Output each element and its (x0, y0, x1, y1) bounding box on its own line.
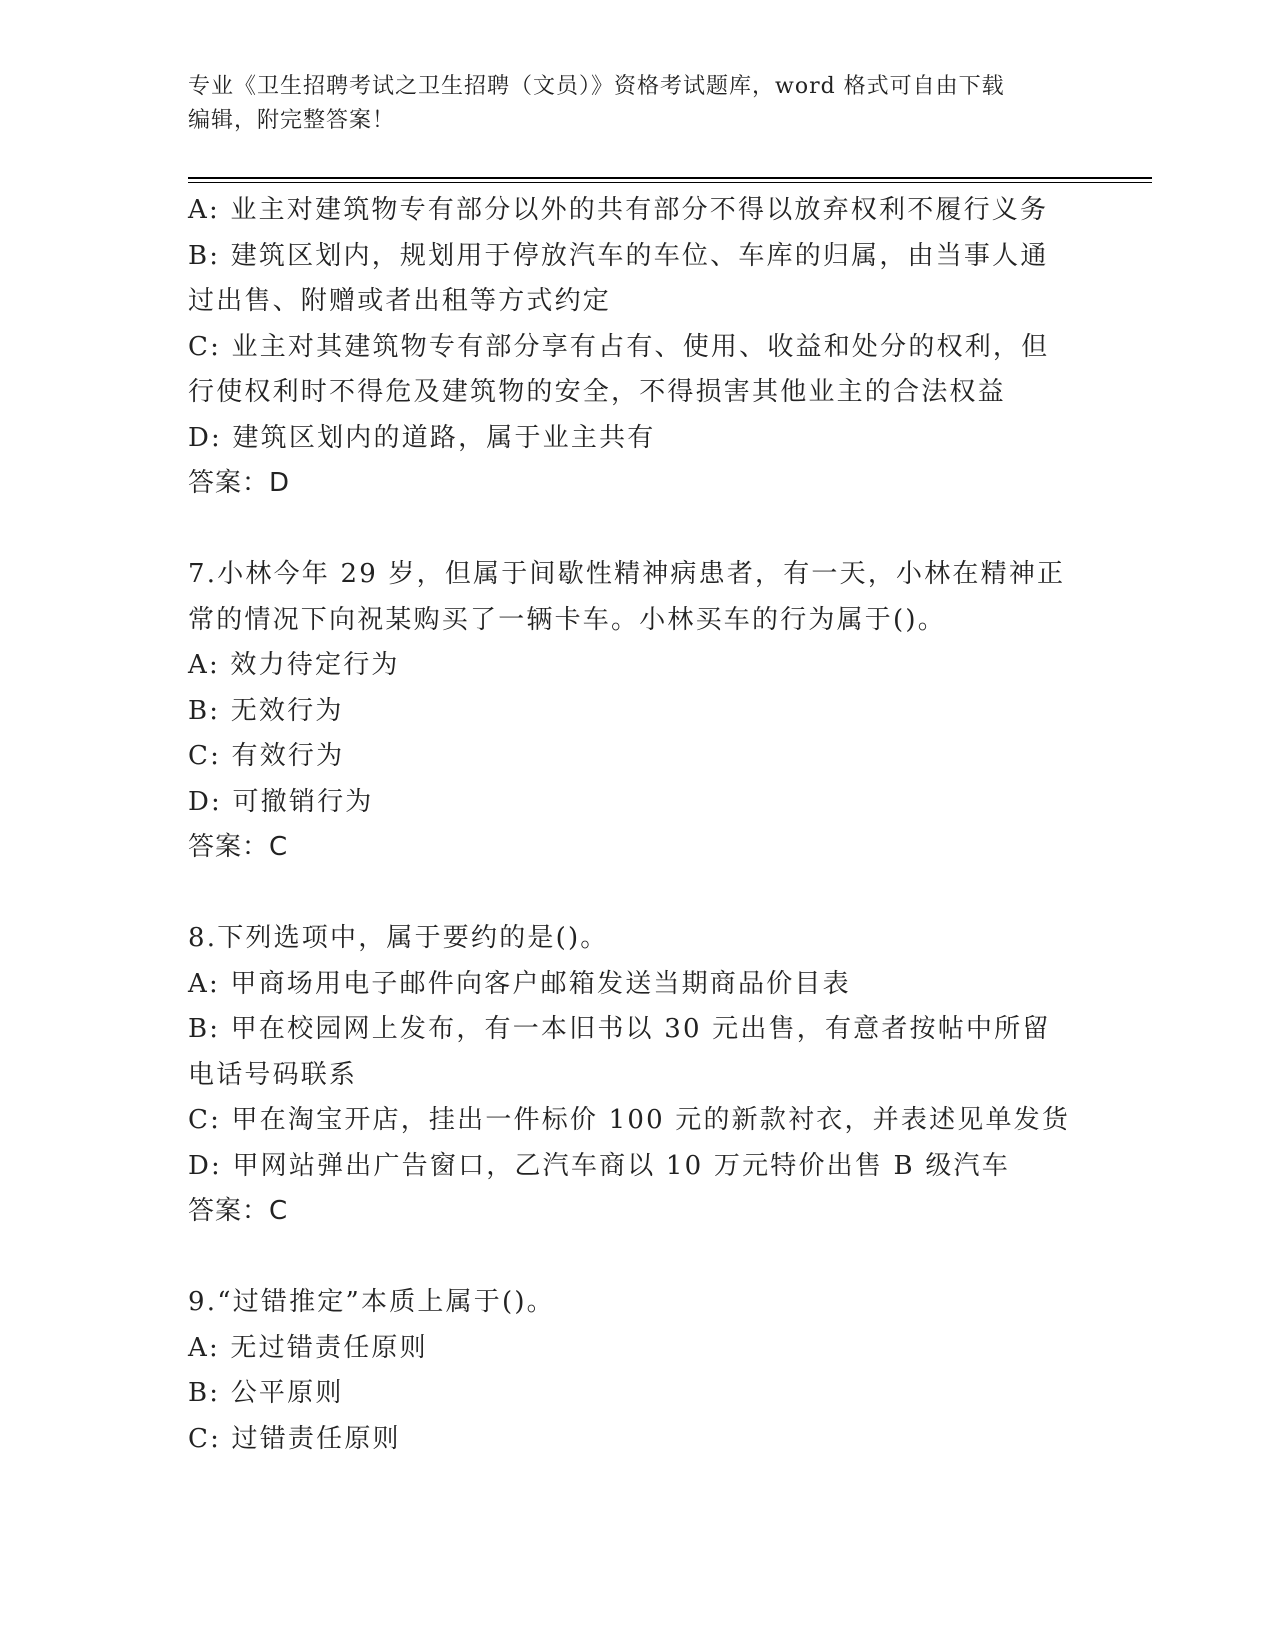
q8-option-c: C: 甲在淘宝开店，挂出一件标价 100 元的新款衬衣，并表述见单发货 (188, 1105, 1071, 1135)
q6-option-d: D: 建筑区划内的道路，属于业主共有 (188, 422, 656, 453)
header-rule-thin (188, 182, 1152, 183)
q8-question: 8.下列选项中，属于要约的是()。 (188, 923, 609, 953)
q8-option-a: A: 甲商场用电子邮件向客户邮箱发送当期商品价目表 (188, 968, 851, 999)
q9-option-b: B: 公平原则 (188, 1378, 344, 1408)
q7-option-b: B: 无效行为 (188, 695, 344, 726)
q6-option-b-line2: 过出售、附赠或者出租等方式约定 (188, 286, 612, 316)
q6-answer: 答案：D (188, 468, 291, 498)
spacer (188, 1235, 1088, 1281)
q6-option-a: A: 业主对建筑物专有部分以外的共有部分不得以放弃权利不履行义务 (188, 195, 1049, 225)
q8-option-d: D: 甲网站弹出广告窗口，乙汽车商以 10 万元特价出售 B 级汽车 (188, 1150, 1010, 1181)
header-rule-thick (188, 177, 1152, 179)
q9-question: 9.“过错推定”本质上属于()。 (188, 1287, 555, 1317)
q7-option-d: D: 可撤销行为 (188, 786, 374, 817)
q7-option-c: C: 有效行为 (188, 741, 345, 771)
q8-option-b-line2: 电话号码联系 (188, 1059, 358, 1090)
q7-question-line1: 7.小林今年 29 岁，但属于间歇性精神病患者，有一天，小林在精神正 (188, 559, 1066, 589)
q6-option-c-line2: 行使权利时不得危及建筑物的安全，不得损害其他业主的合法权益 (188, 377, 1006, 407)
spacer (188, 507, 1088, 553)
q9-option-c: C: 过错责任原则 (188, 1423, 401, 1454)
q6-option-b-line1: B: 建筑区划内，规划用于停放汽车的车位、车库的归属，由当事人通 (188, 240, 1049, 271)
document-header (188, 70, 1068, 138)
header-line-1: 专业《卫生招聘考试之卫生招聘（文员）》资格考试题库，word 格式可自由下载 (188, 74, 1005, 99)
spacer (188, 871, 1088, 917)
header-line-2: 编辑，附完整答案！ (188, 108, 396, 133)
q7-option-a: A: 效力待定行为 (188, 650, 400, 680)
q6-option-c-line1: C: 业主对其建筑物专有部分享有占有、使用、收益和处分的权利，但 (188, 331, 1050, 362)
q7-question-line2: 常的情况下向祝某购买了一辆卡车。小林买车的行为属于()。 (188, 604, 946, 635)
question-content (188, 188, 1088, 1462)
q7-answer: 答案：C (188, 832, 289, 862)
q8-answer: 答案：C (188, 1196, 289, 1226)
q9-option-a: A: 无过错责任原则 (188, 1332, 428, 1363)
q8-option-b-line1: B: 甲在校园网上发布，有一本旧书以 30 元出售，有意者按帖中所留 (188, 1014, 1051, 1044)
